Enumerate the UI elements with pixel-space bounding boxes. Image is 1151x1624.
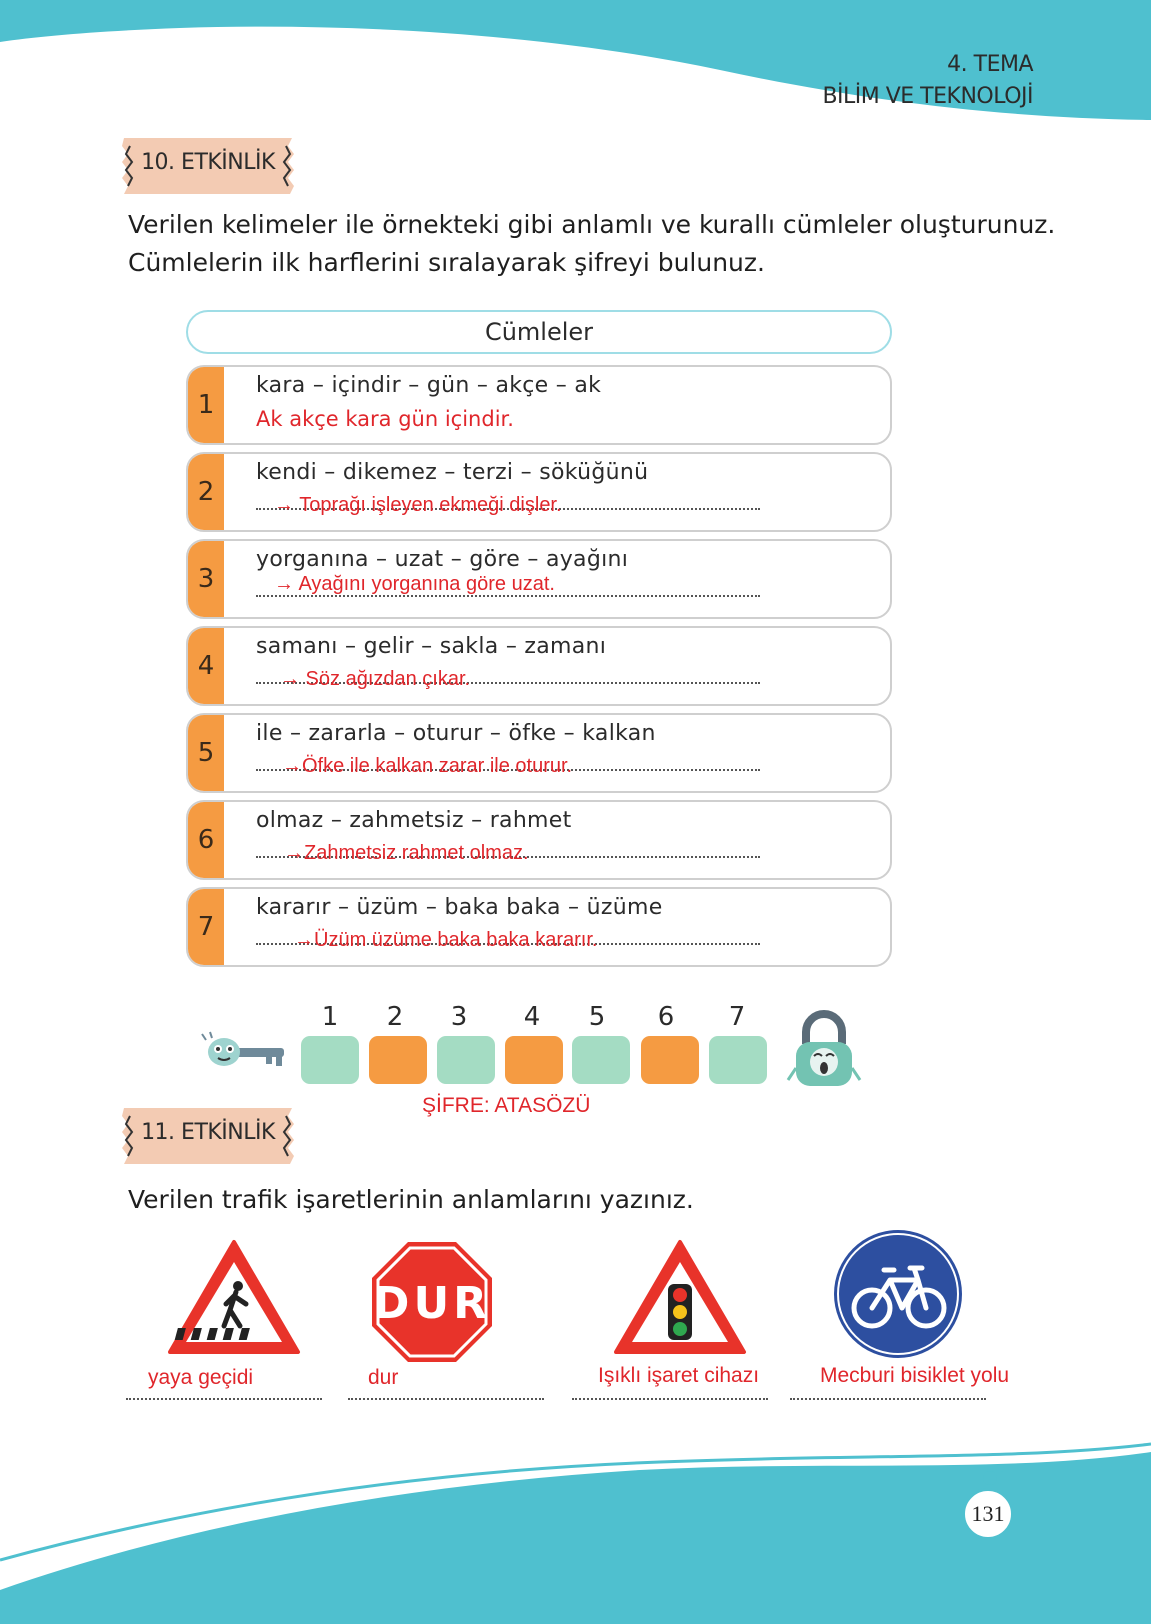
activity-10-label: 10. ETKİNLİK	[141, 150, 275, 175]
code-number-5: 5	[588, 1002, 606, 1032]
page-number: 131	[962, 1488, 1014, 1540]
sentence-row-7	[186, 887, 892, 967]
row-number: 1	[188, 367, 224, 443]
sentence-row-2	[186, 452, 892, 532]
code-tile-4[interactable]	[505, 1036, 563, 1084]
padlock-icon	[784, 1010, 864, 1090]
code-tile-6[interactable]	[641, 1036, 699, 1084]
row-answer[interactable]: →Zahmetsiz rahmet olmaz.	[284, 842, 529, 864]
sign-dotted-line-3	[572, 1398, 768, 1400]
traffic-light-sign-icon	[612, 1238, 748, 1358]
row-words: kararır – üzüm – baka baka – üzüme	[256, 895, 663, 920]
row-words: yorganına – uzat – göre – ayağını	[256, 547, 629, 572]
code-tile-7[interactable]	[709, 1036, 767, 1084]
code-tile-3[interactable]	[437, 1036, 495, 1084]
row-words: samanı – gelir – sakla – zamanı	[256, 634, 607, 659]
sign-answer-4[interactable]: Mecburi bisiklet yolu	[820, 1364, 1010, 1387]
sentences-header-label: Cümleler	[484, 318, 594, 346]
sign-answer-1[interactable]: yaya geçidi	[148, 1366, 254, 1389]
sentence-row-6	[186, 800, 892, 880]
code-tile-2[interactable]	[369, 1036, 427, 1084]
pedestrian-crossing-sign-icon	[166, 1238, 302, 1358]
row-number: 4	[188, 628, 224, 704]
code-number-7: 7	[728, 1002, 746, 1032]
sign-answer-3[interactable]: Işıklı işaret cihazı	[598, 1364, 760, 1387]
code-number-6: 6	[657, 1002, 675, 1032]
code-number-1: 1	[321, 1002, 339, 1032]
row-answer[interactable]: → Söz ağızdan çıkar.	[280, 668, 471, 690]
sign-dotted-line-1	[126, 1398, 322, 1400]
sentence-row-4	[186, 626, 892, 706]
activity-10-instruction-1: Verilen kelimeler ile örnekteki gibi anlamlı ve kurallı cümleler oluşturunuz.	[128, 210, 1056, 239]
code-number-3: 3	[450, 1002, 468, 1032]
key-icon	[200, 1030, 290, 1076]
row-answer[interactable]: →Öfke ile kalkan zarar ile oturur.	[282, 755, 573, 777]
stop-sign-icon	[370, 1240, 494, 1364]
row-words: kara – içindir – gün – akçe – ak	[256, 373, 602, 398]
row-words: kendi – dikemez – terzi – söküğünü	[256, 460, 649, 485]
row-answer[interactable]: → Toprağı işleyen ekmeği dişler.	[274, 494, 562, 516]
activity-10-instruction-2: Cümlelerin ilk harflerini sıralayarak şifreyi bulunuz.	[128, 248, 765, 277]
code-tile-1[interactable]	[301, 1036, 359, 1084]
row-number: 5	[188, 715, 224, 791]
row-answer[interactable]: → Ayağını yorganına göre uzat.	[274, 573, 555, 595]
stop-sign-text: DUR	[372, 1278, 492, 1329]
sentence-row-1	[186, 365, 892, 445]
sign-dotted-line-2	[348, 1398, 544, 1400]
sign-answer-2[interactable]: dur	[368, 1366, 399, 1389]
activity-11-instruction: Verilen trafik işaretlerinin anlamlarını yazınız.	[128, 1185, 694, 1214]
row-answer[interactable]: →Üzüm üzüme baka baka kararır.	[294, 929, 598, 951]
activity-10-badge	[118, 134, 298, 198]
row-number: 2	[188, 454, 224, 530]
row-number: 6	[188, 802, 224, 878]
row-words: ile – zararla – oturur – öfke – kalkan	[256, 721, 656, 746]
bicycle-path-sign-icon	[832, 1228, 964, 1360]
password-answer[interactable]: ŞİFRE: ATASÖZÜ	[422, 1094, 591, 1117]
code-tile-5[interactable]	[572, 1036, 630, 1084]
sentences-table-header	[186, 310, 892, 354]
row-number: 3	[188, 541, 224, 617]
row-example-answer: Ak akçe kara gün içindir.	[256, 407, 514, 431]
sign-dotted-line-4	[790, 1398, 986, 1400]
sentence-row-5	[186, 713, 892, 793]
theme-number: 4. TEMA	[947, 52, 1033, 77]
activity-11-label: 11. ETKİNLİK	[141, 1120, 275, 1145]
sentence-row-3	[186, 539, 892, 619]
row-number: 7	[188, 889, 224, 965]
activity-11-badge	[118, 1104, 298, 1168]
code-number-2: 2	[386, 1002, 404, 1032]
theme-title: BİLİM VE TEKNOLOJİ	[822, 84, 1033, 109]
row-words: olmaz – zahmetsiz – rahmet	[256, 808, 572, 833]
code-number-4: 4	[523, 1002, 541, 1032]
